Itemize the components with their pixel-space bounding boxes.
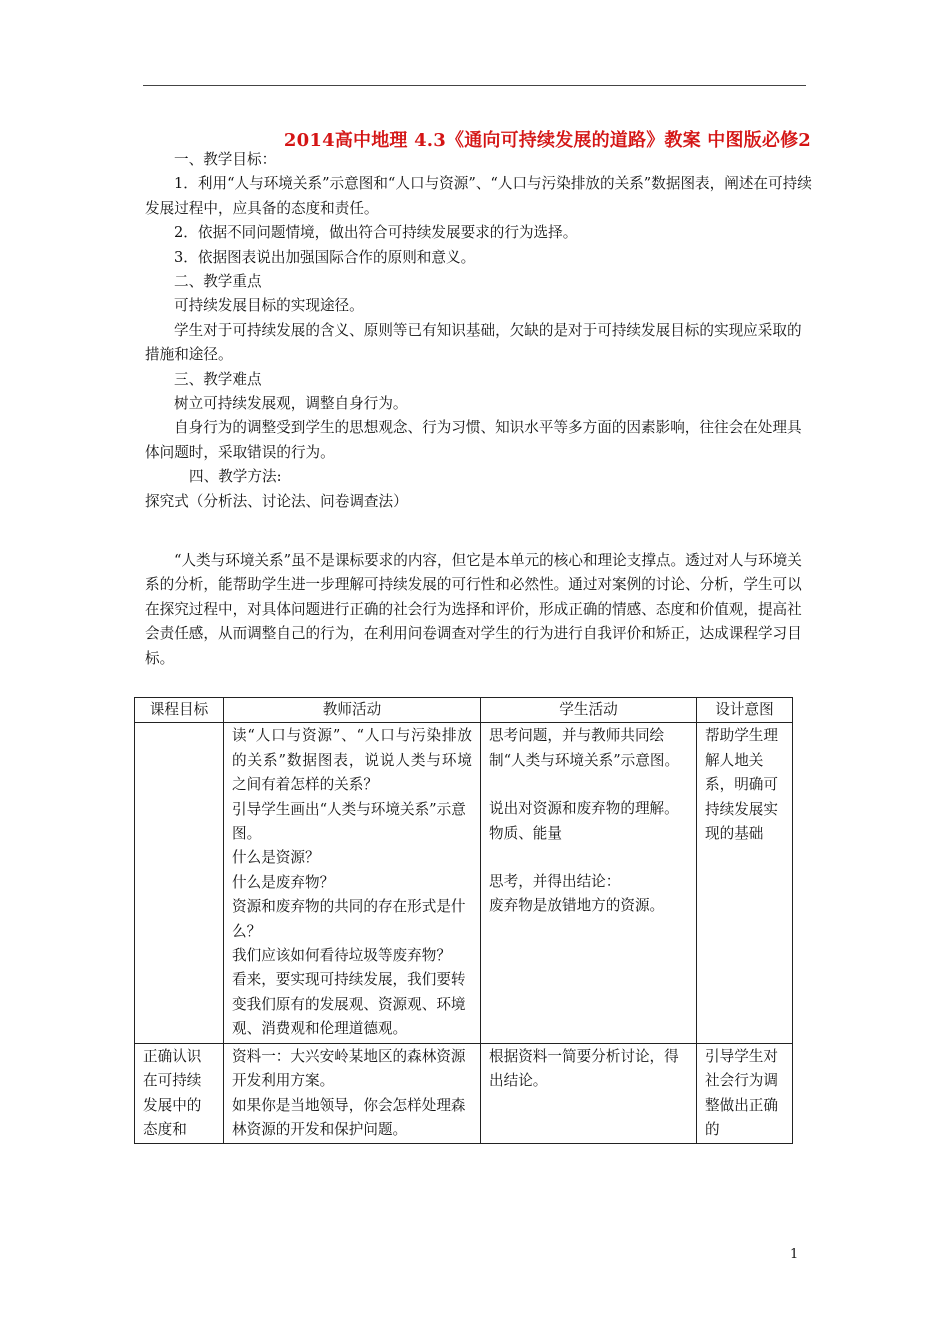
key-points-heading: 二、教学重点 [174, 273, 262, 291]
row2-student-cell: 根据资料一简要分析讨论，得出结论。 [481, 1043, 697, 1144]
intro-paragraph-block [145, 549, 815, 671]
row1-goal-cell [135, 723, 224, 1043]
row1-teacher-cell [224, 723, 481, 1043]
key-point-2: 学生对于可持续发展的含义、原则等已有知识基础，欠缺的是对于可持续发展目标的实现应采取的措施和途径。 [145, 321, 802, 364]
page-number: 1 [790, 1247, 799, 1262]
intro-paragraph: “人类与环境关系”虽不是课标要求的内容，但它是本单元的核心和理论支撑点。透过对人与环境关系的分析，能帮助学生进一步理解可持续发展的可行性和必然性。通过对案例的讨论、分析，学生可以在探究过程中，对具体问题进行正确的社会行为选择和评价，形成正确的情感、态度和价值观，提高社会责任感，从而调整自己的行为，在利用问卷调查对学生的行为进行自我评价和矫正，达成课程学习目标。 [145, 552, 802, 667]
difficulty-1: 树立可持续发展观，调整自身行为。 [174, 395, 408, 413]
goal-item-1: 1．利用“人与环境关系”示意图和“人口与资源”、“人口与污染排放的关系”数据图表，阐述在可持续发展过程中，应具备的态度和责任。 [145, 175, 812, 217]
teacher-line: 资料一：大兴安岭某地区的森林资源开发利用方案。 [232, 1047, 466, 1090]
header-design-intent: 设计意图 [697, 698, 793, 723]
method-heading: 四、教学方法: [189, 468, 282, 486]
row1-student-cell [481, 723, 697, 1043]
student-line: 废弃物是放错地方的资源。 [489, 897, 665, 915]
teacher-line: 我们应该如何看待垃圾等废弃物？ [232, 947, 451, 965]
table-row [135, 723, 793, 1043]
table-header-row [135, 698, 793, 723]
method-list: 探究式（分析法、讨论法、问卷调查法） [145, 492, 408, 510]
goals-heading: 一、教学目标： [174, 151, 277, 168]
table-row [135, 1043, 793, 1144]
teacher-line: 如果你是当地领导，你会怎样处理森林资源的开发和保护问题。 [232, 1096, 466, 1138]
student-line: 说出对资源和废弃物的理解。 [489, 800, 679, 818]
row2-goal-cell: 正确认识在可持续发展中的态度和 [135, 1043, 224, 1144]
header-rule [143, 85, 806, 86]
header-teacher-activity: 教师活动 [224, 698, 481, 723]
row2-teacher-cell [224, 1043, 481, 1144]
header-student-activity: 学生活动 [481, 698, 697, 723]
row2-intent-cell: 引导学生对社会行为调整做出正确的 [697, 1043, 793, 1144]
difficulty-heading: 三、教学难点 [174, 370, 262, 388]
student-spacer [489, 846, 688, 870]
key-point-1: 可持续发展目标的实现途径。 [174, 297, 364, 315]
teacher-line: 看来，要实现可持续发展，我们要转变我们原有的发展观、资源观、环境观、消费观和伦理道德观。 [232, 971, 466, 1038]
row1-intent-cell: 帮助学生理解人地关系，明确可持续发展实现的基础 [697, 723, 793, 1043]
lesson-plan-body [145, 148, 815, 514]
goal-item-2: 2．依据不同问题情境，做出符合可持续发展要求的行为选择。 [174, 224, 578, 242]
lesson-activity-table [134, 697, 793, 1144]
teacher-line: 什么是资源？ [232, 849, 320, 867]
student-spacer [489, 773, 688, 797]
teacher-line: 资源和废弃物的共同的存在形式是什么？ [232, 898, 466, 940]
student-line: 物质、能量 [489, 824, 562, 842]
goal-item-3: 3．依据图表说出加强国际合作的原则和意义。 [174, 248, 476, 266]
difficulty-2: 自身行为的调整受到学生的思想观念、行为习惯、知识水平等多方面的因素影响，往往会在处理具体问题时，采取错误的行为。 [145, 419, 802, 461]
teacher-line: 读“人口与资源”、“人口与污染排放的关系”数据图表，说说人类与环境之间有着怎样的关系？ [232, 727, 472, 794]
teacher-line: 什么是废弃物？ [232, 873, 335, 891]
document-title: 2014高中地理 4.3《通向可持续发展的道路》教案 中图版必修2 [283, 130, 811, 151]
teacher-line: 引导学生画出“人类与环境关系”示意图。 [232, 800, 466, 843]
header-course-goal: 课程目标 [135, 698, 224, 723]
student-line: 思考，并得出结论： [489, 873, 621, 891]
student-line: 思考问题，并与教师共同绘制“人类与环境关系”示意图。 [489, 727, 680, 769]
